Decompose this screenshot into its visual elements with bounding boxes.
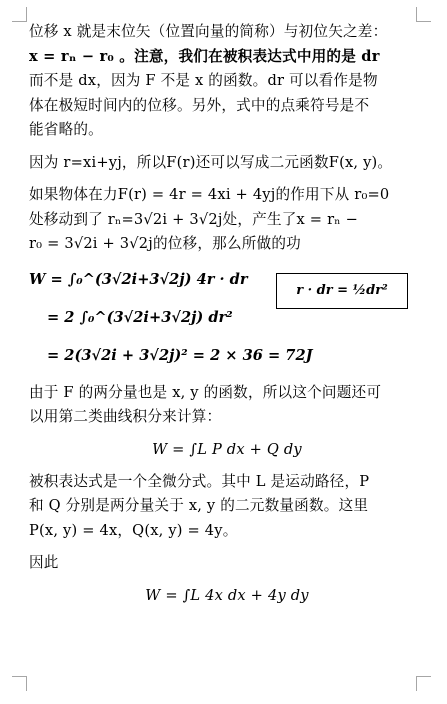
crop-mark-bottom-left <box>12 676 27 691</box>
text-line: 由于 F 的两分量也是 x, y 的函数，所以这个问题还可 <box>29 383 382 401</box>
text-line: 体在极短时间内的位移。另外，式中的点乘符号是不 <box>29 96 370 114</box>
text-line: 如果物体在力F(r) = 4r = 4xi + 4yj的作用下从 r₀=0 <box>29 186 390 203</box>
text-line: 因为 r=xi+yj，所以F(r)还可以写成二元函数F(x, y)。 <box>29 153 393 171</box>
crop-mark-top-left <box>12 7 27 22</box>
text-line: 以用第二类曲线积分来计算： <box>29 408 222 425</box>
line-integral-equation: W = ∫L P dx + Q dy <box>152 440 302 458</box>
work-equation-line-3: = 2(3√2i + 3√2j)² = 2 × 36 = 72J <box>47 346 313 364</box>
crop-mark-bottom-right <box>416 676 431 691</box>
text-line: 处移动到了 rₙ=3√2i + 3√2j处，产生了x = rₙ − <box>29 210 359 228</box>
text-line: 因此 <box>29 554 59 571</box>
paragraph-line-integral-intro <box>29 381 425 430</box>
work-derivation <box>29 267 425 375</box>
text-line: 而不是 dx，因为 F 不是 x 的函数。dr 可以看作是物 <box>29 72 378 89</box>
document-body <box>29 20 425 616</box>
text-line: 和 Q 分别是两分量关于 x, y 的二元数量函数。这里 <box>29 497 369 514</box>
work-equation-line-2: = 2 ∫₀^(3√2i+3√2j) dr² <box>47 308 233 326</box>
paragraph-therefore <box>29 551 425 576</box>
final-integral-equation: W = ∫L 4x dx + 4y dy <box>145 586 309 604</box>
text-line: x = rₙ − r₀ 。注意，我们在被积表达式中用的是 dr <box>29 47 380 65</box>
work-equation-line-1: W = ∫₀^(3√2i+3√2j) 4r · dr <box>29 270 248 288</box>
paragraph-binary-function <box>29 151 425 176</box>
text-line: 被积表达式是一个全微分式。其中 L 是运动路径，P <box>29 472 370 490</box>
text-line: P(x, y) = 4x，Q(x, y) = 4y。 <box>29 521 238 539</box>
paragraph-force-example <box>29 183 425 257</box>
text-line: 能省略的。 <box>29 121 103 138</box>
paragraph-displacement <box>29 20 425 143</box>
identity-box: r · dr = ½dr² <box>276 273 408 309</box>
text-line: r₀ = 3√2i + 3√2j的位移，那么所做的功 <box>29 235 301 252</box>
paragraph-exact-differential <box>29 470 425 544</box>
text-line: 位移 x 就是末位矢（位置向量的简称）与初位矢之差： <box>29 23 388 40</box>
